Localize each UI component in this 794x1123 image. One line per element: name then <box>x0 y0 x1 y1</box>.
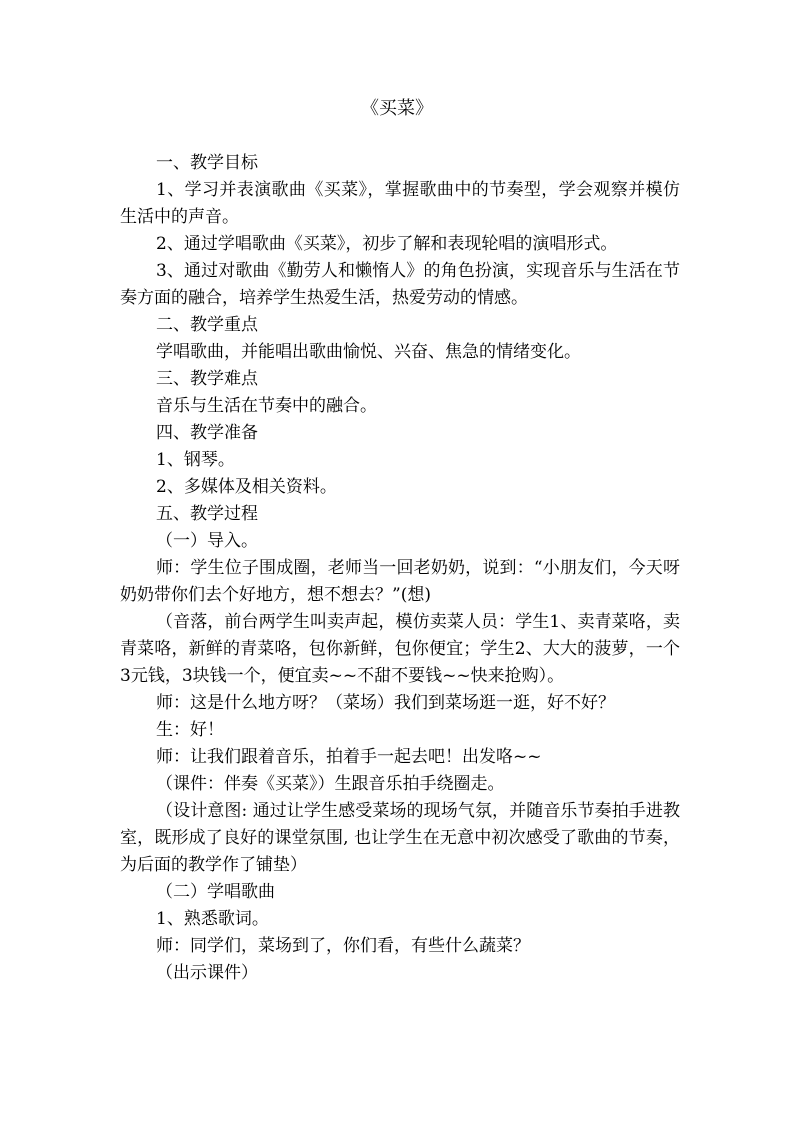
objective-2: 2、通过学唱歌曲《买菜》，初步了解和表现轮唱的演唱形式。 <box>156 234 618 254</box>
document-body <box>120 150 680 987</box>
process-intro-heading: （一）导入。 <box>156 531 258 551</box>
difficulties-text: 音乐与生活在节奏中的融合。 <box>156 396 377 416</box>
heading-difficulties: 三、教学难点 <box>156 369 258 389</box>
heading-preparation: 四、教学准备 <box>156 423 258 443</box>
paragraph: 师：同学们，菜场到了，你们看，有些什么蔬菜？ <box>156 936 530 956</box>
paragraph: （课件：伴奏《买菜》）生跟音乐拍手绕圈走。 <box>156 774 505 794</box>
heading-objectives: 一、教学目标 <box>156 153 258 173</box>
document-title: 《买菜》 <box>361 98 433 119</box>
heading-process: 五、教学过程 <box>156 504 258 524</box>
process-singing-heading: （二）学唱歌曲 <box>156 882 275 902</box>
objective-3: 3、通过对歌曲《勤劳人和懒惰人》的角色扮演，实现音乐与生活在节奏方面的融合，培养学生热爱生活，热爱劳动的情感。 <box>120 261 680 308</box>
paragraph: 生：好！ <box>156 720 224 740</box>
paragraph: （出示课件） <box>156 963 258 983</box>
design-intent: （设计意图: 通过让学生感受菜场的现场气氛，并随音乐节奏拍手进教室，既形成了良好的课堂氛围, 也让学生在无意中初次感受了歌曲的节奏，为后面的教学作了铺垫） <box>120 801 680 875</box>
heading-key-points: 二、教学重点 <box>156 315 258 335</box>
key-points-text: 学唱歌曲，并能唱出歌曲愉悦、兴奋、焦急的情绪变化。 <box>156 342 581 362</box>
paragraph: 1、熟悉歌词。 <box>156 909 269 929</box>
paragraph: 师：让我们跟着音乐，拍着手一起去吧！出发咯~~ <box>156 747 542 767</box>
paragraph: （音落，前台两学生叫卖声起，模仿卖菜人员：学生1、卖青菜咯，卖青菜咯，新鲜的青菜咯，包你新鲜，包你便宜；学生2、大大的菠萝，一个3元钱，3块钱一个，便宜卖~~不甜不要钱~~快来抢购）。 <box>120 612 680 686</box>
objective-1: 1、学习并表演歌曲《买菜》，掌握歌曲中的节奏型，学会观察并模仿生活中的声音。 <box>120 180 680 227</box>
preparation-1: 1、钢琴。 <box>156 450 235 470</box>
preparation-2: 2、多媒体及相关资料。 <box>156 477 337 497</box>
paragraph: 师：学生位子围成圈，老师当一回老奶奶，说到：“小朋友们，今天呀奶奶带你们去个好地方，想不想去？”(想) <box>120 558 680 605</box>
paragraph: 师：这是什么地方呀？（菜场）我们到菜场逛一逛，好不好？ <box>156 693 615 713</box>
